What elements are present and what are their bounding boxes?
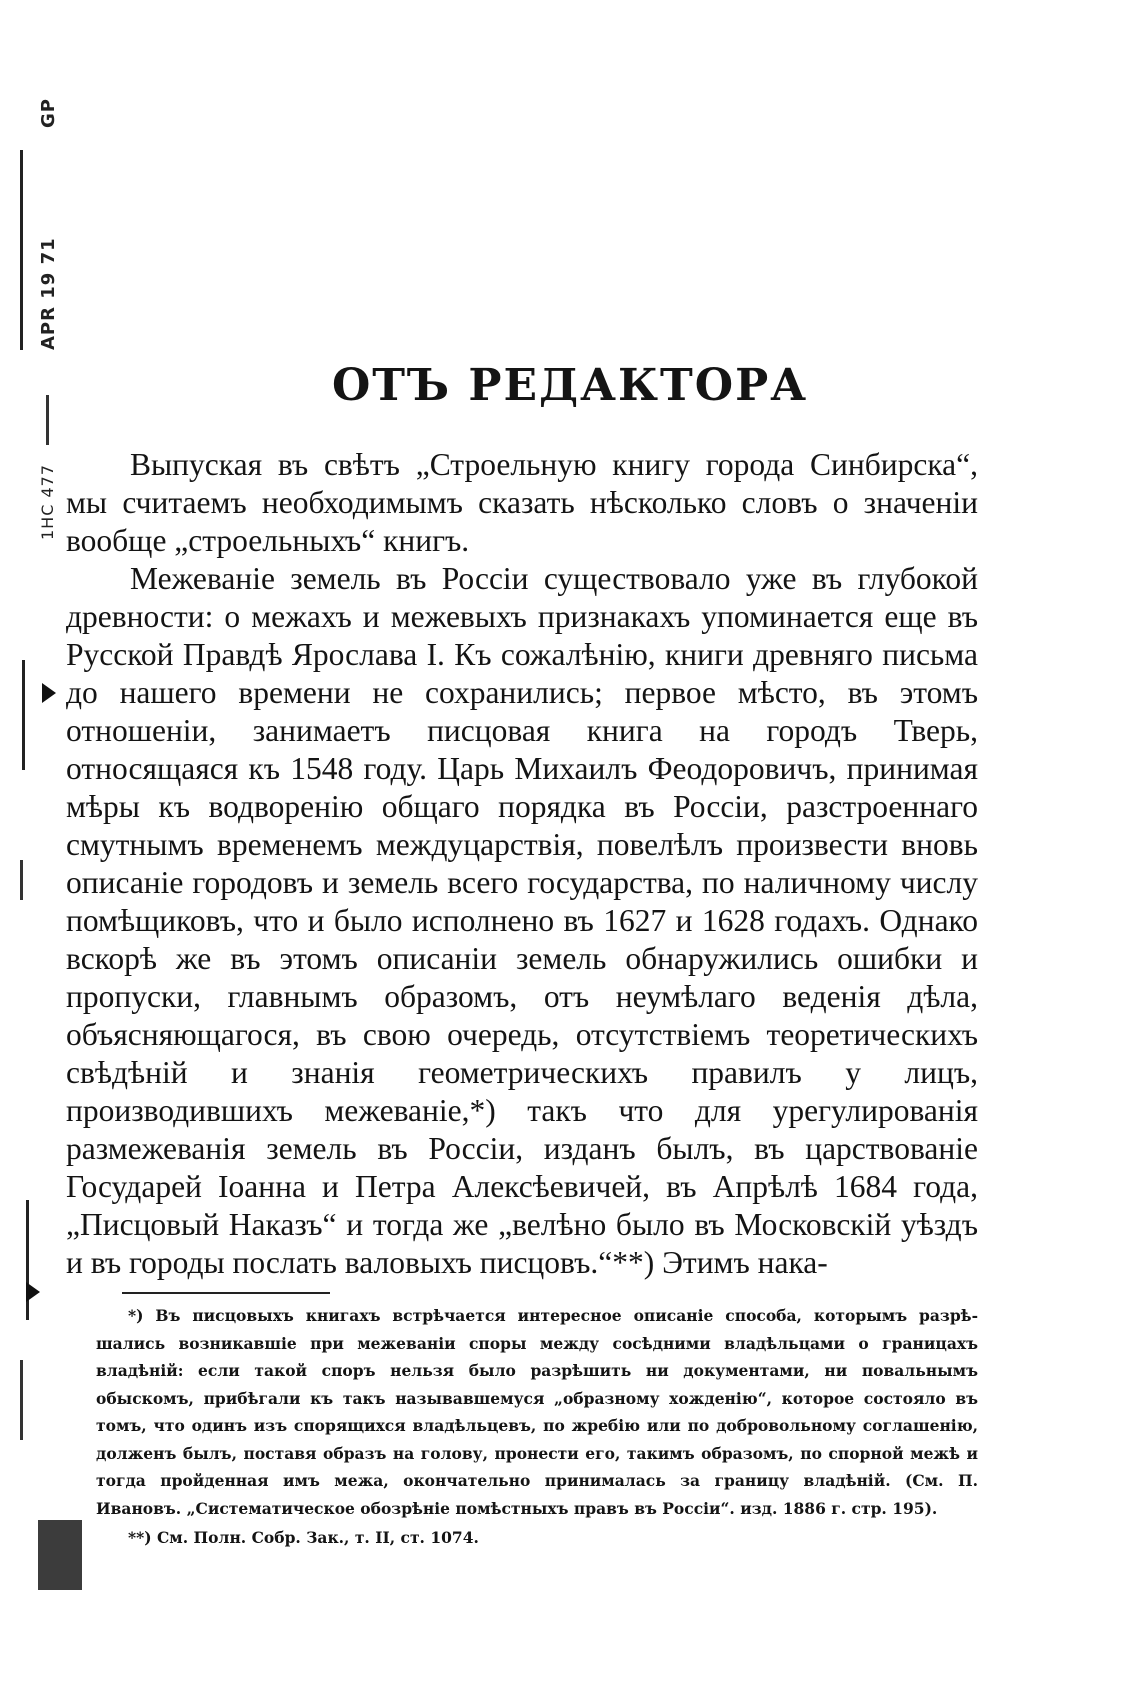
footnote-2: **) См. Полн. Собр. Зак., т. II, ст. 1074. xyxy=(128,1528,479,1547)
binding-edge-line xyxy=(22,660,25,770)
paragraph-intro: Выпуская въ свѣтъ „Строельную книгу города Синбирска“, мы считаемъ необходимымъ сказать нѣсколько словъ о значеніи вообще „строельныхъ“ книгъ. xyxy=(66,447,978,558)
binding-edge-block xyxy=(38,1520,82,1590)
paragraph-history: Межеваніе земель въ Россіи существовало уже въ глубокой древности: о межахъ и межевыхъ признакахъ упоминается еще въ Русской Правдѣ Ярослава I. Къ сожалѣнію, книги древняго письма до нашего времени не сохранились; первое мѣсто, въ этомъ отношеніи, занимаетъ писцовая книга на городъ Тверь, относящаяся къ 1548 году. Царь Михаилъ Феодоровичъ, принимая мѣры къ водворенію общаго порядка въ Россіи, разстроеннаго смутнымъ временемъ междуцарствія, повелѣлъ произвести вновь описаніе городовъ и земель всего государства, по наличному числу помѣщиковъ, что и было исполнено въ 1627 и 1628 годахъ. Однако вскорѣ же въ этомъ описаніи земель обнаружились ошибки и пропуски, главнымъ образомъ, отъ неумѣлаго веденія дѣла, объясняющагося, въ свою очередь, отсутствіемъ теоретическихъ свѣдѣній и знанія геометрическихъ правилъ у лицъ, производившихъ межеваніе,*) такъ что для урегулированія размежеванія земель въ Россіи, изданъ былъ, въ царствованіе Государей Іоанна и Петра Алексѣевичей, въ Апрѣлѣ 1684 года, „Писцовый Наказъ“ и тогда же „велѣно было въ Московскій уѣздъ и въ городы послать валовыхъ писцовъ.“**) Этимъ нака- xyxy=(66,561,978,1280)
binding-edge-line xyxy=(20,150,23,350)
footnote-divider xyxy=(122,1292,330,1294)
footnote-1: *) Въ писцовыхъ книгахъ встрѣчается интересное описаніе способа, которымъ разрѣшались возникавшіе при межеваніи споры между сосѣдними владѣльцами о границахъ владѣній: если такой споръ нельзя было разрѣшить ни документами, ни повальнымъ обыскомъ, прибѣгали къ такъ называвшемуся „образному хожденію“, которое состояло въ томъ, что одинъ изъ спорящихся владѣльцевъ, по жребію или по добровольному соглашенію, долженъ былъ, поставя образъ на голову, пронести его, такимъ образомъ, по спорной межѣ и тогда пройденная имъ межа, окончательно принималась за границу владѣній. (См. П. Ивановъ. „Систематическое обозрѣніе помѣстныхъ правъ въ Россіи“. изд. 1886 г. стр. 195). xyxy=(96,1306,978,1518)
binding-edge-tick xyxy=(20,860,23,900)
margin-mark-date: APR 19 71 xyxy=(38,237,59,350)
binding-edge-arrow-icon xyxy=(26,1282,40,1302)
margin-mark-number: 1HC 477 xyxy=(38,463,57,540)
footnotes xyxy=(96,1302,978,1552)
body-text xyxy=(66,446,978,1282)
margin-mark-gp: GP xyxy=(38,98,59,128)
binding-edge-tick xyxy=(20,1360,23,1440)
binding-edge-line xyxy=(26,1200,29,1320)
page-title: ОТЪ РЕДАКТОРА xyxy=(331,360,809,411)
binding-edge-arrow-icon xyxy=(42,683,56,703)
